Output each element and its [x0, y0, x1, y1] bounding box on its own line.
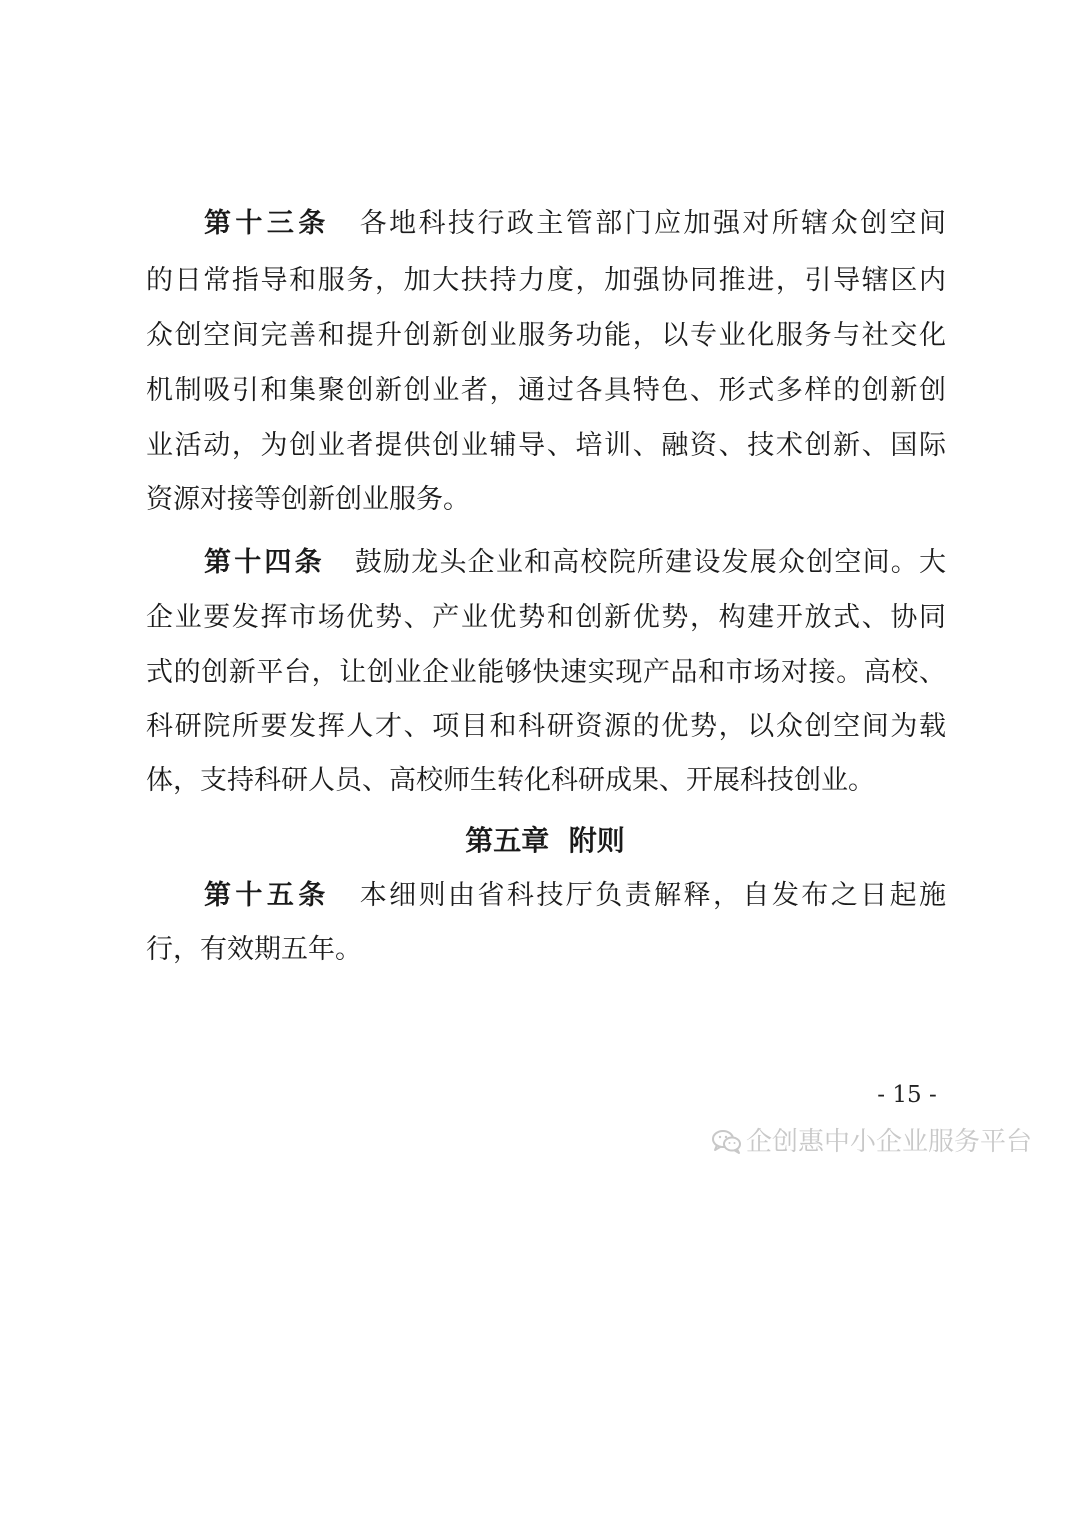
article-14-line-2: 企业要发挥市场优势、产业优势和创新优势，构建开放式、协同: [146, 602, 946, 633]
wechat-icon: [712, 1129, 742, 1155]
page-number: - 15 -: [877, 1082, 937, 1108]
article-13-text: 各地科技行政主管部门应加强对所辖众创空间: [359, 208, 947, 239]
article-13-line-6: 资源对接等创新创业服务。: [146, 484, 470, 515]
article-13-line-4: 机制吸引和集聚创新创业者，通过各具特色、形式多样的创新创: [146, 375, 946, 406]
article-13-line-2: 的日常指导和服务，加大扶持力度，加强协同推进，引导辖区内: [146, 265, 946, 296]
article-14-text: 鼓励龙头企业和高校院所建设发展众创空间。大: [354, 547, 947, 578]
article-13-line-1: [204, 204, 946, 244]
article-13-line-5: 业活动，为创业者提供创业辅导、培训、融资、技术创新、国际: [146, 430, 946, 461]
article-13-number: 第十三条: [204, 208, 330, 239]
watermark-text: 企创惠中小企业服务平台: [746, 1127, 1033, 1157]
chapter-title: 第五章 附则: [465, 824, 625, 857]
article-15-line-1: [204, 876, 946, 916]
article-14-line-4: 科研院所要发挥人才、项目和科研资源的优势，以众创空间为载: [146, 711, 946, 742]
article-14-line-3: 式的创新平台，让创业企业能够快速实现产品和市场对接。高校、: [146, 657, 946, 688]
article-15-number: 第十五条: [204, 880, 330, 911]
article-14-line-5: 体，支持科研人员、高校师生转化科研成果、开展科技创业。: [146, 765, 875, 796]
article-14-line-1: [204, 543, 946, 583]
article-15-line-2: 行，有效期五年。: [146, 934, 362, 965]
watermark: [712, 1120, 1032, 1164]
article-13-line-3: 众创空间完善和提升创新创业服务功能，以专业化服务与社交化: [146, 320, 946, 351]
article-15-text: 本细则由省科技厅负责解释，自发布之日起施: [359, 880, 947, 911]
article-14-number: 第十四条: [204, 547, 325, 578]
